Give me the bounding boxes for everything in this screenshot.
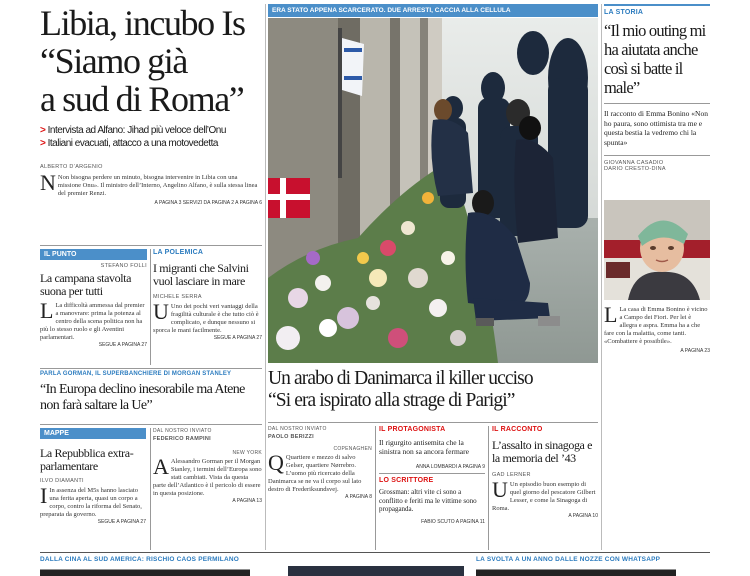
bottom-left-headline-cut [40, 568, 250, 576]
dropcap: I [40, 483, 48, 508]
gorman-article [40, 371, 262, 414]
photo-kicker-bar [268, 4, 598, 17]
dropcap: U [153, 299, 169, 324]
mappe-label: MAPPE [40, 428, 146, 439]
storia-body-wrap [604, 302, 710, 346]
polemica-ref: SEGUE A PAGINA 27 [213, 335, 262, 341]
racconto-body-wrap [492, 477, 598, 513]
danimarca-headline [268, 368, 598, 412]
quartiere-article [268, 426, 372, 500]
bottom-left-teaser [40, 556, 270, 576]
danimarca-headline-line1: Un arabo di Danimarca il killer ucciso [268, 368, 533, 389]
mappe-headline: La Repubblica extra-parlamentare [40, 446, 134, 473]
punto-body: La difficoltà ammessa dal premier a manovrare: prima la potenza al centro della scena politica non ha più lo stesso ruolo e gli Aventini parlamentari. [40, 302, 145, 341]
bonino-photo [604, 200, 710, 300]
mappe-body-wrap [40, 483, 146, 519]
polemica-article [153, 249, 262, 341]
quartiere-body: Quartiere e mezzo di salvo Gelser, quartiere Nørrebro. L’uomo più ricercato della Danimarca se ne va il corpo sul lato destro di Frederiksundsvej. [268, 454, 362, 493]
grant-kicker: DAL NOSTRO INVIATO [153, 428, 212, 434]
storia-author2: DARIO CRESTO-DINA [604, 166, 666, 172]
grant-ref: A PAGINA 13 [232, 498, 262, 504]
storia-article [604, 4, 710, 172]
bottom-right-headline-cut [476, 568, 676, 576]
lead-headline-line: Libia, incubo Is [40, 3, 245, 43]
storia-label: LA STORIA [604, 4, 710, 16]
quartiere-place: COPENAGHEN [333, 446, 372, 452]
lead-bullet: > Italiani evacuati, attacco a una motovedetta [40, 138, 218, 149]
lead-author: ALBERTO D’ARGENIO [40, 164, 103, 170]
scrittore-body: Grossman: altri vite ci sono a conflitto e feriti ma le vittime sono propaganda. [379, 488, 477, 513]
punto-ref: SEGUE A PAGINA 27 [98, 342, 147, 348]
mappe-article [40, 428, 146, 525]
quartiere-ref: A PAGINA 8 [345, 494, 372, 500]
lead-article [40, 4, 262, 206]
storia-body: La casa di Emma Bonino è vicino a Campo dei Fiori. Per lei è allegra e aspra. Emma ha a che fare con la malattia, come tanti. «Combattere è possibile». [604, 306, 708, 345]
dropcap: N [40, 170, 56, 195]
polemica-body: Uno dei pochi veri vantaggi della fragilità culturale è che tutto ciò è complicato, e dunque nessuno si sporca le mani facilmente. [153, 303, 259, 334]
protagonista-author: ANNA LOMBARDI [415, 464, 457, 470]
punto-label: IL PUNTO [40, 249, 147, 260]
lead-body-wrap [40, 170, 262, 198]
grant-place: NEW YORK [232, 450, 262, 456]
bottom-center-ad [288, 566, 464, 576]
lead-headline-line: “Siamo già [40, 41, 187, 81]
mappe-body: In assenza del M5s hanno lasciato una ferita aperta, quasi un corpo a corpo, contro la riforma del Senato, preparata da governo. [40, 487, 142, 518]
dropcap: L [604, 302, 618, 327]
punto-author: STEFANO FOLLI [100, 263, 147, 269]
lead-refs: A PAGINA 3 SERVIZI DA PAGINA 2 A PAGINA 6 [154, 200, 262, 206]
protagonista-article [379, 426, 485, 525]
memorial-scene-illustration [268, 18, 598, 363]
dropcap: L [40, 298, 54, 323]
grant-body-wrap [153, 454, 262, 498]
photo-kicker: ERA STATO APPENA SCARCERATO. DUE ARRESTI, CACCIA ALLA CELLULA [272, 7, 511, 14]
lead-bullet-text: Intervista ad Alfano: Jihad più veloce dell’Onu [47, 125, 226, 136]
racconto-body: Un episodio buon esempio di quel giorno del pescatore Gilbert Lesser, e come la Sinagoga di Roma. [492, 481, 596, 512]
quartiere-kicker: DAL NOSTRO INVIATO [268, 426, 327, 432]
danimarca-headline-line2: “Si era ispirato alla strage di Parigi” [268, 390, 515, 411]
dropcap: Q [268, 450, 284, 475]
bottom-right-kicker: LA SVOLTA A UN ANNO DALLE NOZZE CON WHATSAPP [476, 556, 661, 563]
lead-headline [40, 4, 262, 118]
racconto-headline: L’assalto in sinagoga e la memoria del ’43 [492, 438, 593, 465]
polemica-label: LA POLEMICA [153, 249, 204, 256]
racconto-label: IL RACCONTO [492, 426, 543, 433]
punto-body-wrap [40, 298, 147, 342]
lead-bullet-text: Italiani evacuati, attacco a una motovedetta [47, 138, 218, 149]
portrait-illustration [604, 200, 710, 300]
protagonista-label: IL PROTAGONISTA [379, 426, 446, 433]
mappe-ref: SEGUE A PAGINA 27 [97, 519, 146, 525]
quartiere-body-wrap [268, 450, 372, 494]
racconto-article [492, 426, 598, 519]
scrittore-ref: FABIO SCUTO A PAGINA 11 [421, 518, 485, 525]
storia-body-block [604, 302, 710, 354]
dropcap: A [153, 454, 169, 479]
protagonista-ref: A PAGINA 9 [458, 464, 485, 470]
storia-intro: Il racconto di Emma Bonino «Non ho paura, sono ottimista tra me e questa bestia la vedremo chi la spunta» [604, 109, 708, 147]
storia-ref: A PAGINA 23 [680, 348, 710, 354]
storia-author1: GIOVANNA CASADIO [604, 160, 664, 166]
grant-body: Alessandro Gorman per il Morgan Stanley, i termini dell’Europa sono stati cambiati. Vista da questa parte dell’Atlantico è il pericolo di essere in questa posizione. [153, 458, 262, 497]
protagonista-body: Il rigurgito antisemita che la sinistra non sa ancora fermare [379, 438, 469, 456]
punto-headline: La campana stavolta suona per tutti [40, 271, 132, 298]
grant-author: FEDERICO RAMPINI [153, 436, 211, 442]
racconto-author: GAD LERNER [492, 472, 531, 478]
polemica-headline: I migranti che Salvini vuol lasciare in mare [153, 261, 249, 288]
lead-bullet: > Intervista ad Alfano: Jihad più veloce dell’Onu [40, 125, 226, 136]
lead-headline-line: a sud di Roma” [40, 79, 244, 119]
quartiere-author: PAOLO BERIZZI [268, 434, 314, 440]
gorman-headline: “In Europa declino inesorabile ma Atene non farà saltare la Ue” [40, 382, 245, 413]
mappe-author: ILVO DIAMANTI [40, 478, 84, 484]
polemica-body-wrap [153, 299, 262, 335]
storia-quote: “Il mio outing mi ha aiutata anche così si batte il male” [604, 21, 706, 97]
racconto-ref: A PAGINA 10 [568, 513, 598, 519]
scrittore-label: LO SCRITTORE [379, 477, 434, 484]
bottom-right-teaser [476, 556, 710, 576]
grant-article [153, 428, 262, 504]
dropcap: U [492, 477, 508, 502]
punto-article [40, 249, 147, 348]
polemica-author: MICHELE SERRA [153, 294, 202, 300]
gorman-kicker: PARLA GORMAN, IL SUPERBANCHIERE DI MORGAN STANLEY [40, 371, 232, 377]
lead-body: Non bisogna perdere un minuto, bisogna intervenire in Libia con una missione Onu». Il ministro dell’Interno, Angelino Alfano, è sulla stessa linea del premier Renzi. [57, 174, 258, 197]
main-photo [268, 18, 598, 363]
bottom-left-kicker: DALLA CINA AL SUD AMERICA: RISCHIO CAOS PERMILANO [40, 556, 240, 563]
